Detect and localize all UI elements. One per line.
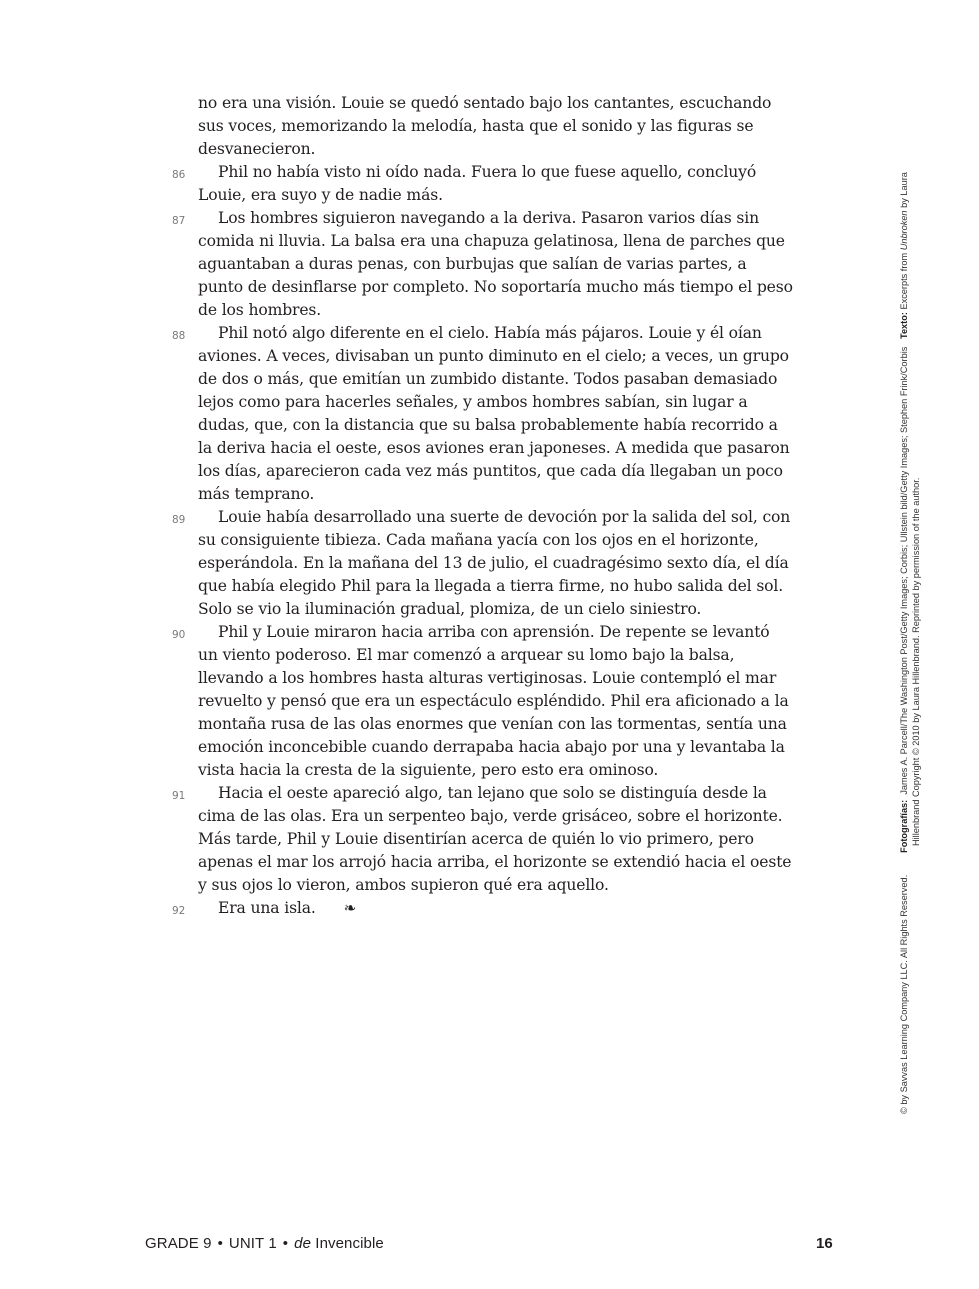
- paragraph-text: Louie había desarrollado una suerte de devoción por la salida del sol, con su consiguiente tibieza. Cada mañana yacía con los ojos en el horizonte, esperándola. En la mañana del 13 de julio, el cuadragésimo sexto día, el día que había elegido Phil para la llegada a tierra firme, no hubo salida del sol. Solo se vio la iluminación gradual, plomiza, de un cielo siniestro.: [198, 508, 791, 618]
- paragraph-91: [172, 782, 794, 897]
- reading-passage: [172, 92, 794, 920]
- photos-label: Fotografías:: [899, 799, 909, 853]
- credits-sidebar: [898, 114, 948, 1114]
- paragraph-86: [172, 161, 794, 207]
- text-credit-pre: Excerpts from: [899, 252, 909, 310]
- photos-credit: James A. Parcell/The Washington Post/Getty Images; Corbis; Ullstein bild/Getty Images; Stephen Frink/Corbis: [899, 346, 909, 795]
- footer-grade: GRADE 9: [145, 1235, 212, 1252]
- footer-title: Invencible: [315, 1235, 384, 1252]
- paragraph-number: 91: [172, 790, 186, 802]
- credits-row-2: [910, 114, 922, 1114]
- paragraph-92: [172, 897, 794, 920]
- paragraph-87: [172, 207, 794, 322]
- footer-bullet: •: [282, 1235, 289, 1252]
- paragraph-90: [172, 621, 794, 782]
- footer-course-info: [145, 1235, 384, 1252]
- footer-de: de: [294, 1235, 312, 1252]
- end-of-selection-icon: ❧: [343, 899, 357, 917]
- paragraph-text: Phil notó algo diferente en el cielo. Había más pájaros. Louie y él oían aviones. A veces, divisaban un punto diminuto en el cielo; a veces, un grupo de dos o más, que emitían un zumbido distante. Todos pasaban demasiado lejos como para hacerles señales, y ambos hombres sabían, sin lugar a dudas, que, con la distancia que su balsa probablemente había recorrido a la deriva hacia el oeste, esos aviones eran japoneses. A medida que pasaron los días, aparecieron cada vez más puntitos, que cada día llegaban un poco más temprano.: [198, 324, 790, 503]
- paragraph-text: Los hombres siguieron navegando a la deriva. Pasaron varios días sin comida ni lluvia. La balsa era una chapuza gelatinosa, llena de parches que aguantaban a duras penas, con burbujas que salían de varias partes, a punto de desinflarse por completo. No soportaría mucho más tiempo el peso de los hombres.: [198, 209, 793, 319]
- credits-row-1: [898, 114, 910, 1114]
- paragraph-88: [172, 322, 794, 506]
- paragraph-text: Phil y Louie miraron hacia arriba con aprensión. De repente se levantó un viento poderoso. El mar comenzó a arquear su lomo bajo la balsa, llevando a los hombres hasta alturas vertiginosas. Louie contempló el mar revuelto y pensó que era un espectáculo espléndido. Phil era aficionado a la montaña rusa de las olas enormes que venían con las tormentas, sentía una emoción inconcebible cuando derrapaba hacia abajo por una y levantaba la vista hacia la cresta de la siguiente, pero esto era ominoso.: [198, 623, 789, 779]
- paragraph-number: 86: [172, 169, 186, 181]
- page-number: 16: [816, 1235, 833, 1252]
- paragraph-number: 92: [172, 905, 186, 917]
- passage-continuation: no era una visión. Louie se quedó sentado bajo los cantantes, escuchando sus voces, memorizando la melodía, hasta que el sonido y las figuras se desvanecieron.: [198, 94, 772, 158]
- footer-unit: UNIT 1: [228, 1235, 277, 1252]
- footer-bullet: •: [217, 1235, 223, 1252]
- paragraph-text: Hacia el oeste apareció algo, tan lejano que solo se distinguía desde la cima de las olas. Era un serpenteo bajo, verde grisáceo, sobre el horizonte. Más tarde, Phil y Louie disentirían acerca de quién lo vio primero, pero apenas el mar los arrojó hacia arriba, el horizonte se extendió hacia el oeste y sus ojos lo vieron, ambos supieron qué era aquello.: [198, 784, 792, 894]
- paragraph-number: 87: [172, 215, 186, 227]
- paragraph-text: Era una isla.: [218, 899, 316, 917]
- copyright-line-2: Hillenbrand Copyright © 2010 by Laura Hillenbrand. Reprinted by permission of the author.: [911, 477, 921, 846]
- paragraph-number: 88: [172, 330, 186, 342]
- text-credit-post: by Laura: [899, 172, 909, 208]
- paragraph-text: Phil no había visto ni oído nada. Fuera lo que fuese aquello, concluyó Louie, era suyo y de nadie más.: [198, 163, 757, 204]
- paragraph-number: 89: [172, 514, 186, 526]
- paragraph-number: 90: [172, 629, 186, 641]
- copyright-notice: © by Savvas Learning Company LLC. All Rights Reserved.: [899, 874, 909, 1114]
- paragraph-89: [172, 506, 794, 621]
- text-credit-title: Unbroken: [899, 210, 909, 251]
- text-label: Texto:: [899, 312, 909, 339]
